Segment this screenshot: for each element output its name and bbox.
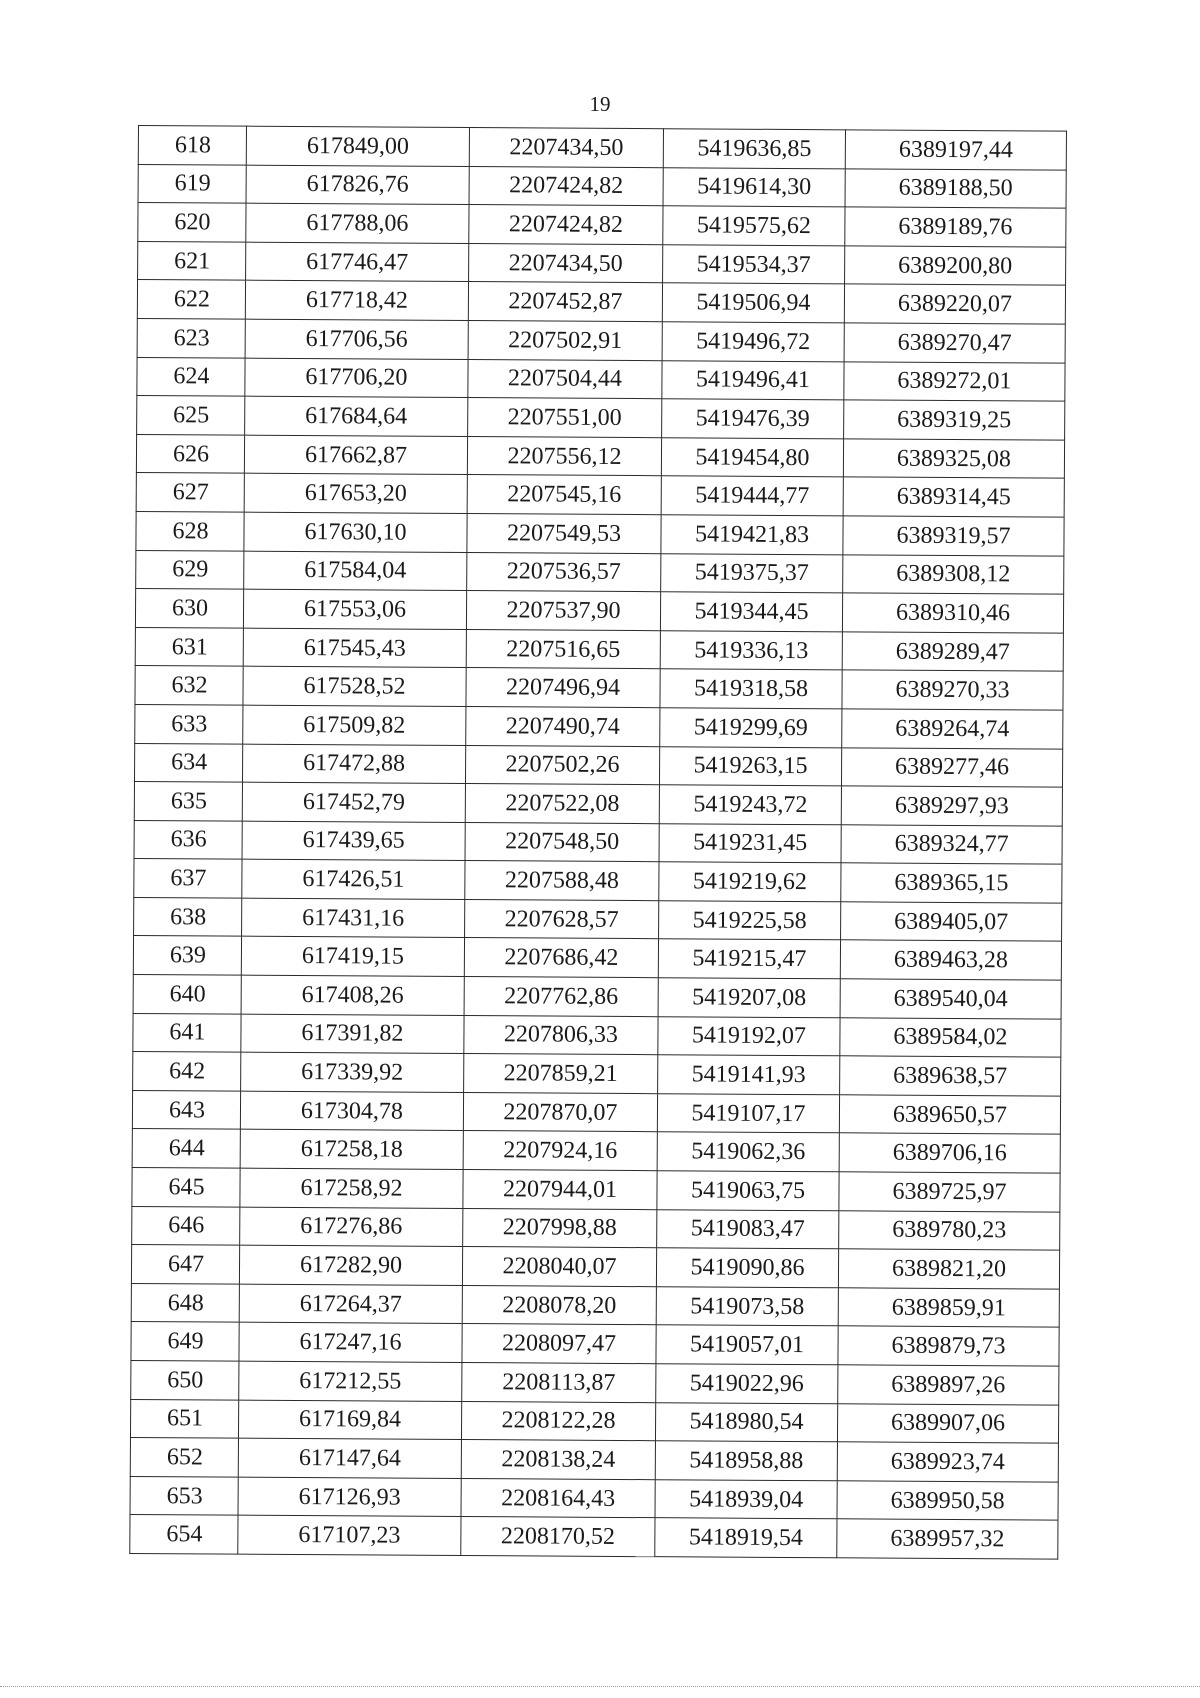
coord-cell-3: 5419636,85: [663, 129, 845, 169]
coord-cell-4: 6389405,07: [841, 902, 1062, 942]
table-row: [135, 627, 1063, 671]
table-row: [133, 1013, 1061, 1057]
point-number-cell: 648: [131, 1283, 239, 1322]
coord-cell-4: 6389540,04: [840, 979, 1061, 1019]
coord-cell-4: 6389197,44: [845, 130, 1066, 170]
coord-cell-4: 6389188,50: [845, 168, 1066, 208]
coord-cell-3: 5419063,75: [657, 1171, 839, 1211]
point-number-cell: 625: [137, 396, 245, 435]
point-number-cell: 653: [130, 1476, 238, 1515]
point-number-cell: 620: [138, 203, 246, 242]
coordinates-table-body: [130, 126, 1067, 1560]
point-number-cell: 623: [137, 318, 245, 357]
table-row: [132, 1090, 1060, 1134]
point-number-cell: 622: [137, 280, 245, 319]
table-row: [138, 164, 1066, 208]
point-number-cell: 633: [135, 704, 243, 743]
coord-cell-1: 617630,10: [244, 512, 467, 552]
coord-cell-2: 2208040,07: [462, 1247, 656, 1287]
coord-cell-2: 2207545,16: [467, 475, 661, 515]
coord-cell-3: 5419476,39: [662, 399, 844, 439]
coord-cell-4: 6389220,07: [844, 284, 1065, 324]
point-number-cell: 651: [130, 1399, 238, 1438]
point-number-cell: 626: [136, 434, 244, 473]
coord-cell-3: 5419299,69: [660, 708, 842, 748]
coord-cell-4: 6389200,80: [845, 246, 1066, 286]
coord-cell-2: 2207556,12: [467, 436, 661, 476]
point-number-cell: 638: [134, 897, 242, 936]
coord-cell-4: 6389319,25: [844, 400, 1065, 440]
coord-cell-2: 2207870,07: [463, 1092, 657, 1132]
coord-cell-4: 6389324,77: [841, 824, 1062, 864]
coord-cell-2: 2208164,43: [461, 1478, 655, 1518]
coord-cell-2: 2207490,74: [466, 706, 660, 746]
coord-cell-4: 6389270,47: [844, 323, 1065, 363]
coord-cell-3: 5419444,77: [661, 476, 843, 516]
coord-cell-4: 6389365,15: [841, 863, 1062, 903]
coord-cell-2: 2207924,16: [463, 1131, 657, 1171]
table-row: [136, 511, 1064, 555]
coord-cell-4: 6389638,57: [840, 1056, 1061, 1096]
table-row: [137, 357, 1065, 401]
coord-cell-1: 617426,51: [242, 859, 465, 899]
table-row: [137, 280, 1065, 324]
coord-cell-1: 617419,15: [241, 937, 464, 977]
point-number-cell: 646: [132, 1206, 240, 1245]
coord-cell-1: 617304,78: [240, 1091, 463, 1131]
coord-cell-3: 5419225,58: [659, 901, 841, 941]
coord-cell-1: 617126,93: [238, 1477, 461, 1517]
coord-cell-4: 6389325,08: [843, 439, 1064, 479]
coord-cell-2: 2207762,86: [464, 977, 658, 1017]
table-row: [132, 1129, 1060, 1173]
coord-cell-3: 5419192,07: [658, 1016, 840, 1056]
coord-cell-1: 617653,20: [244, 474, 467, 514]
point-number-cell: 629: [136, 550, 244, 589]
coord-cell-4: 6389897,26: [838, 1365, 1059, 1405]
coord-cell-3: 5419083,47: [657, 1209, 839, 1249]
table-row: [133, 1052, 1061, 1096]
point-number-cell: 645: [132, 1168, 240, 1207]
coord-cell-4: 6389950,58: [837, 1481, 1058, 1521]
coord-cell-2: 2208170,52: [461, 1517, 655, 1557]
coord-cell-1: 617258,18: [240, 1130, 463, 1170]
coord-cell-1: 617826,76: [246, 165, 469, 205]
point-number-cell: 649: [131, 1322, 239, 1361]
coord-cell-4: 6389879,73: [838, 1326, 1059, 1366]
coord-cell-1: 617439,65: [242, 821, 465, 861]
coord-cell-4: 6389957,32: [837, 1519, 1058, 1559]
point-number-cell: 637: [134, 859, 242, 898]
coord-cell-1: 617452,79: [242, 782, 465, 822]
point-number-cell: 628: [136, 511, 244, 550]
coord-cell-4: 6389272,01: [844, 361, 1065, 401]
coord-cell-3: 5419614,30: [663, 167, 845, 207]
coord-cell-1: 617264,37: [239, 1284, 462, 1324]
coord-cell-2: 2207424,82: [469, 166, 663, 206]
coord-cell-1: 617718,42: [245, 281, 468, 321]
table-row: [136, 473, 1064, 517]
coord-cell-2: 2207628,57: [465, 899, 659, 939]
point-number-cell: 624: [137, 357, 245, 396]
point-number-cell: 635: [134, 782, 242, 821]
coord-cell-3: 5419344,45: [660, 592, 842, 632]
coord-cell-3: 5419215,47: [658, 939, 840, 979]
point-number-cell: 621: [138, 241, 246, 280]
table-row: [137, 318, 1065, 362]
coord-cell-2: 2208097,47: [462, 1324, 656, 1364]
coord-cell-1: 617684,64: [245, 396, 468, 436]
point-number-cell: 636: [134, 820, 242, 859]
table-row: [134, 859, 1062, 903]
coord-cell-4: 6389189,76: [845, 207, 1066, 247]
coord-cell-1: 617258,92: [240, 1168, 463, 1208]
coord-cell-1: 617545,43: [243, 628, 466, 668]
coord-cell-4: 6389270,33: [842, 670, 1063, 710]
coord-cell-2: 2207502,91: [468, 320, 662, 360]
coord-cell-4: 6389264,74: [842, 709, 1063, 749]
table-row: [138, 241, 1066, 285]
coord-cell-1: 617706,20: [245, 358, 468, 398]
coord-cell-3: 5418958,88: [655, 1441, 837, 1481]
table-row: [131, 1283, 1059, 1327]
coord-cell-2: 2207502,26: [465, 745, 659, 785]
coord-cell-1: 617849,00: [246, 126, 469, 166]
coord-cell-3: 5419207,08: [658, 978, 840, 1018]
coord-cell-3: 5419336,13: [660, 630, 842, 670]
coord-cell-4: 6389780,23: [839, 1210, 1060, 1250]
coord-cell-1: 617431,16: [242, 898, 465, 938]
point-number-cell: 652: [130, 1438, 238, 1477]
coord-cell-4: 6389314,45: [843, 477, 1064, 517]
table-row: [130, 1399, 1058, 1443]
coord-cell-1: 617706,56: [245, 319, 468, 359]
coord-cell-3: 5419231,45: [659, 823, 841, 863]
table-row: [132, 1206, 1060, 1250]
coord-cell-4: 6389297,93: [841, 786, 1062, 826]
table-row: [135, 589, 1063, 633]
coord-cell-2: 2207424,82: [469, 205, 663, 245]
table-row: [136, 434, 1064, 478]
table-row: [133, 975, 1061, 1019]
table-row: [131, 1245, 1059, 1289]
coord-cell-1: 617169,84: [238, 1400, 461, 1440]
table-row: [134, 820, 1062, 864]
coord-cell-1: 617147,64: [238, 1438, 461, 1478]
coord-cell-2: 2207516,65: [466, 629, 660, 669]
coord-cell-1: 617788,06: [246, 203, 469, 243]
coord-cell-1: 617509,82: [243, 705, 466, 745]
coord-cell-2: 2207496,94: [466, 668, 660, 708]
point-number-cell: 631: [135, 627, 243, 666]
coord-cell-2: 2208138,24: [461, 1440, 655, 1480]
coord-cell-2: 2208113,87: [462, 1363, 656, 1403]
table-row: [130, 1515, 1058, 1559]
coord-cell-1: 617247,16: [239, 1323, 462, 1363]
coord-cell-3: 5419219,62: [659, 862, 841, 902]
coord-cell-3: 5419496,72: [662, 322, 844, 362]
coord-cell-1: 617553,06: [243, 589, 466, 629]
coord-cell-3: 5419575,62: [663, 206, 845, 246]
coordinates-table: [129, 125, 1067, 1560]
coord-cell-3: 5419263,15: [659, 746, 841, 786]
point-number-cell: 619: [138, 164, 246, 203]
coord-cell-3: 5418980,54: [655, 1402, 837, 1442]
coord-cell-2: 2207504,44: [468, 359, 662, 399]
point-number-cell: 654: [130, 1515, 238, 1554]
point-number-cell: 618: [138, 126, 246, 165]
coord-cell-2: 2207859,21: [464, 1054, 658, 1094]
coord-cell-3: 5419073,58: [656, 1287, 838, 1327]
table-row: [130, 1476, 1058, 1520]
coord-cell-2: 2207522,08: [465, 784, 659, 824]
coord-cell-3: 5419318,58: [660, 669, 842, 709]
coord-cell-4: 6389859,91: [838, 1288, 1059, 1328]
coord-cell-2: 2207806,33: [464, 1015, 658, 1055]
coord-cell-2: 2207537,90: [466, 591, 660, 631]
coord-cell-1: 617746,47: [246, 242, 469, 282]
coord-cell-3: 5419421,83: [661, 515, 843, 555]
coord-cell-2: 2208122,28: [461, 1401, 655, 1441]
point-number-cell: 627: [136, 473, 244, 512]
point-number-cell: 647: [131, 1245, 239, 1284]
table-row: [137, 396, 1065, 440]
coord-cell-4: 6389923,74: [837, 1442, 1058, 1482]
coord-cell-1: 617107,23: [238, 1516, 461, 1556]
coord-cell-3: 5419496,41: [662, 360, 844, 400]
point-number-cell: 650: [131, 1360, 239, 1399]
point-number-cell: 642: [133, 1052, 241, 1091]
coord-cell-3: 5419375,37: [661, 553, 843, 593]
table-row: [133, 936, 1061, 980]
coord-cell-4: 6389277,46: [841, 747, 1062, 787]
point-number-cell: 630: [135, 589, 243, 628]
coord-cell-4: 6389310,46: [842, 593, 1063, 633]
coord-cell-4: 6389308,12: [843, 554, 1064, 594]
coord-cell-2: 2207686,42: [464, 938, 658, 978]
table-row: [134, 897, 1062, 941]
table-row: [132, 1168, 1060, 1212]
coord-cell-3: 5419534,37: [663, 244, 845, 284]
point-number-cell: 632: [135, 666, 243, 705]
footer-rule: [0, 1686, 1200, 1687]
coord-cell-1: 617472,88: [242, 744, 465, 784]
table-row: [138, 126, 1066, 170]
coord-cell-2: 2207944,01: [463, 1170, 657, 1210]
coord-cell-4: 6389319,57: [843, 516, 1064, 556]
coord-cell-3: 5418919,54: [655, 1518, 837, 1558]
table-row: [136, 550, 1064, 594]
table-row: [131, 1322, 1059, 1366]
point-number-cell: 641: [133, 1013, 241, 1052]
coord-cell-4: 6389289,47: [842, 632, 1063, 672]
coord-cell-2: 2207434,50: [469, 243, 663, 283]
coord-cell-2: 2207549,53: [467, 513, 661, 553]
coord-cell-4: 6389706,16: [839, 1133, 1060, 1173]
table-row: [134, 743, 1062, 787]
coord-cell-4: 6389725,97: [839, 1172, 1060, 1212]
point-number-cell: 634: [134, 743, 242, 782]
point-number-cell: 644: [132, 1129, 240, 1168]
page-number: 19: [589, 92, 611, 116]
coord-cell-1: 617528,52: [243, 666, 466, 706]
coord-cell-1: 617662,87: [244, 435, 467, 475]
point-number-cell: 643: [132, 1090, 240, 1129]
coord-cell-2: 2207548,50: [465, 822, 659, 862]
coord-cell-1: 617584,04: [244, 551, 467, 591]
coord-cell-2: 2207551,00: [468, 398, 662, 438]
table-row: [134, 782, 1062, 826]
coord-cell-2: 2207588,48: [465, 861, 659, 901]
coord-cell-3: 5419243,72: [659, 785, 841, 825]
coord-cell-3: 5419454,80: [661, 437, 843, 477]
coord-cell-2: 2207452,87: [468, 282, 662, 322]
point-number-cell: 640: [133, 975, 241, 1014]
coord-cell-1: 617339,92: [241, 1052, 464, 1092]
coord-cell-3: 5419062,36: [657, 1132, 839, 1172]
coord-cell-4: 6389907,06: [837, 1403, 1058, 1443]
coord-cell-3: 5419506,94: [662, 283, 844, 323]
coord-cell-3: 5419090,86: [656, 1248, 838, 1288]
coord-cell-3: 5419107,17: [657, 1094, 839, 1134]
coord-cell-3: 5419022,96: [656, 1364, 838, 1404]
coord-cell-1: 617408,26: [241, 975, 464, 1015]
coord-cell-1: 617391,82: [241, 1014, 464, 1054]
coord-cell-1: 617212,55: [239, 1361, 462, 1401]
coord-cell-1: 617282,90: [239, 1245, 462, 1285]
point-number-cell: 639: [133, 936, 241, 975]
coord-cell-2: 2207536,57: [467, 552, 661, 592]
table-row: [135, 666, 1063, 710]
coord-cell-3: 5419057,01: [656, 1325, 838, 1365]
table-row: [135, 704, 1063, 748]
coord-cell-4: 6389584,02: [840, 1017, 1061, 1057]
coord-cell-3: 5419141,93: [658, 1055, 840, 1095]
coordinates-table-wrapper: [129, 125, 1062, 1560]
coord-cell-4: 6389650,57: [839, 1095, 1060, 1135]
table-row: [131, 1360, 1059, 1404]
coord-cell-2: 2208078,20: [462, 1285, 656, 1325]
coord-cell-1: 617276,86: [240, 1207, 463, 1247]
coord-cell-2: 2207998,88: [463, 1208, 657, 1248]
coord-cell-3: 5418939,04: [655, 1479, 837, 1519]
coord-cell-2: 2207434,50: [469, 128, 663, 168]
coord-cell-4: 6389463,28: [840, 940, 1061, 980]
table-row: [130, 1438, 1058, 1482]
coord-cell-4: 6389821,20: [838, 1249, 1059, 1289]
table-row: [138, 203, 1066, 247]
